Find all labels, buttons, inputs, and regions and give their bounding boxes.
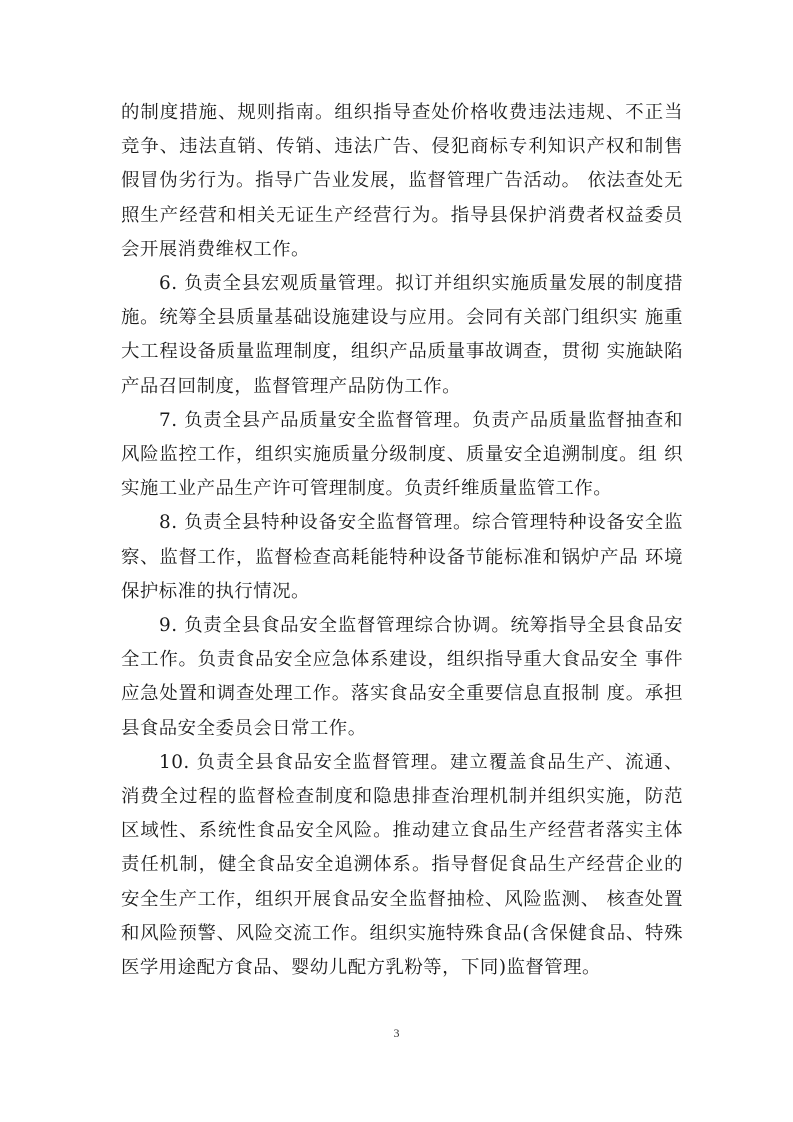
paragraph-item-7: 7. 负责全县产品质量安全监督管理。负责产品质量监督抽查和 风险监控工作，组织实施质量分级制度、质量安全追溯制度。组 织实施工业产品生产许可管理制度。负责纤维质量监管工作。 xyxy=(121,409,683,500)
body-text xyxy=(121,96,683,985)
page-number: 3 xyxy=(393,1026,400,1040)
paragraph-item-8: 8. 负责全县特种设备安全监督管理。综合管理特种设备安全监 察、监督工作，监督检查高耗能特种设备节能标准和锅炉产品 环境保护标准的执行情况。 xyxy=(121,512,683,602)
paragraph-item-9: 9. 负责全县食品安全监督管理综合协调。统筹指导全县食品安 全工作。负责食品安全应急体系建设，组织指导重大食品安全 事件应急处置和调查处理工作。落实食品安全重要信息直报制 度。承担县食品安全委员会日常工作。 xyxy=(121,615,683,739)
paragraph-item-6: 6. 负责全县宏观质量管理。拟订并组织实施质量发展的制度措 施。统筹全县质量基础设施建设与应用。会同有关部门组织实 施重大工程设备质量监理制度，组织产品质量事故调查，贯彻 实施缺陷产品召回制度，监督管理产品防伪工作。 xyxy=(121,273,683,397)
paragraph-continuation: 的制度措施、规则指南。组织指导查处价格收费违法违规、不正当竞争、违法直销、传销、违法广告、侵犯商标专利知识产权和制售假冒伪劣行为。指导广告业发展，监督管理广告活动。 依法查处无照生产经营和相关无证生产经营行为。指导县保护消费者权益委员会开展消费维权工作。 xyxy=(121,102,683,260)
paragraph-item-10: 10. 负责全县食品安全监督管理。建立覆盖食品生产、流通、消费全过程的监督检查制度和隐患排查治理机制并组织实施，防范区域性、系统性食品安全风险。推动建立食品生产经营者落实主体责任机制，健全食品安全追溯体系。指导督促食品生产经营企业的安全生产工作，组织开展食品安全监督抽检、风险监测、 核查处置和风险预警、风险交流工作。组织实施特殊食品(含保健食品、特殊医学用途配方食品、婴幼儿配方乳粉等，下同)监督管理。 xyxy=(121,751,683,979)
